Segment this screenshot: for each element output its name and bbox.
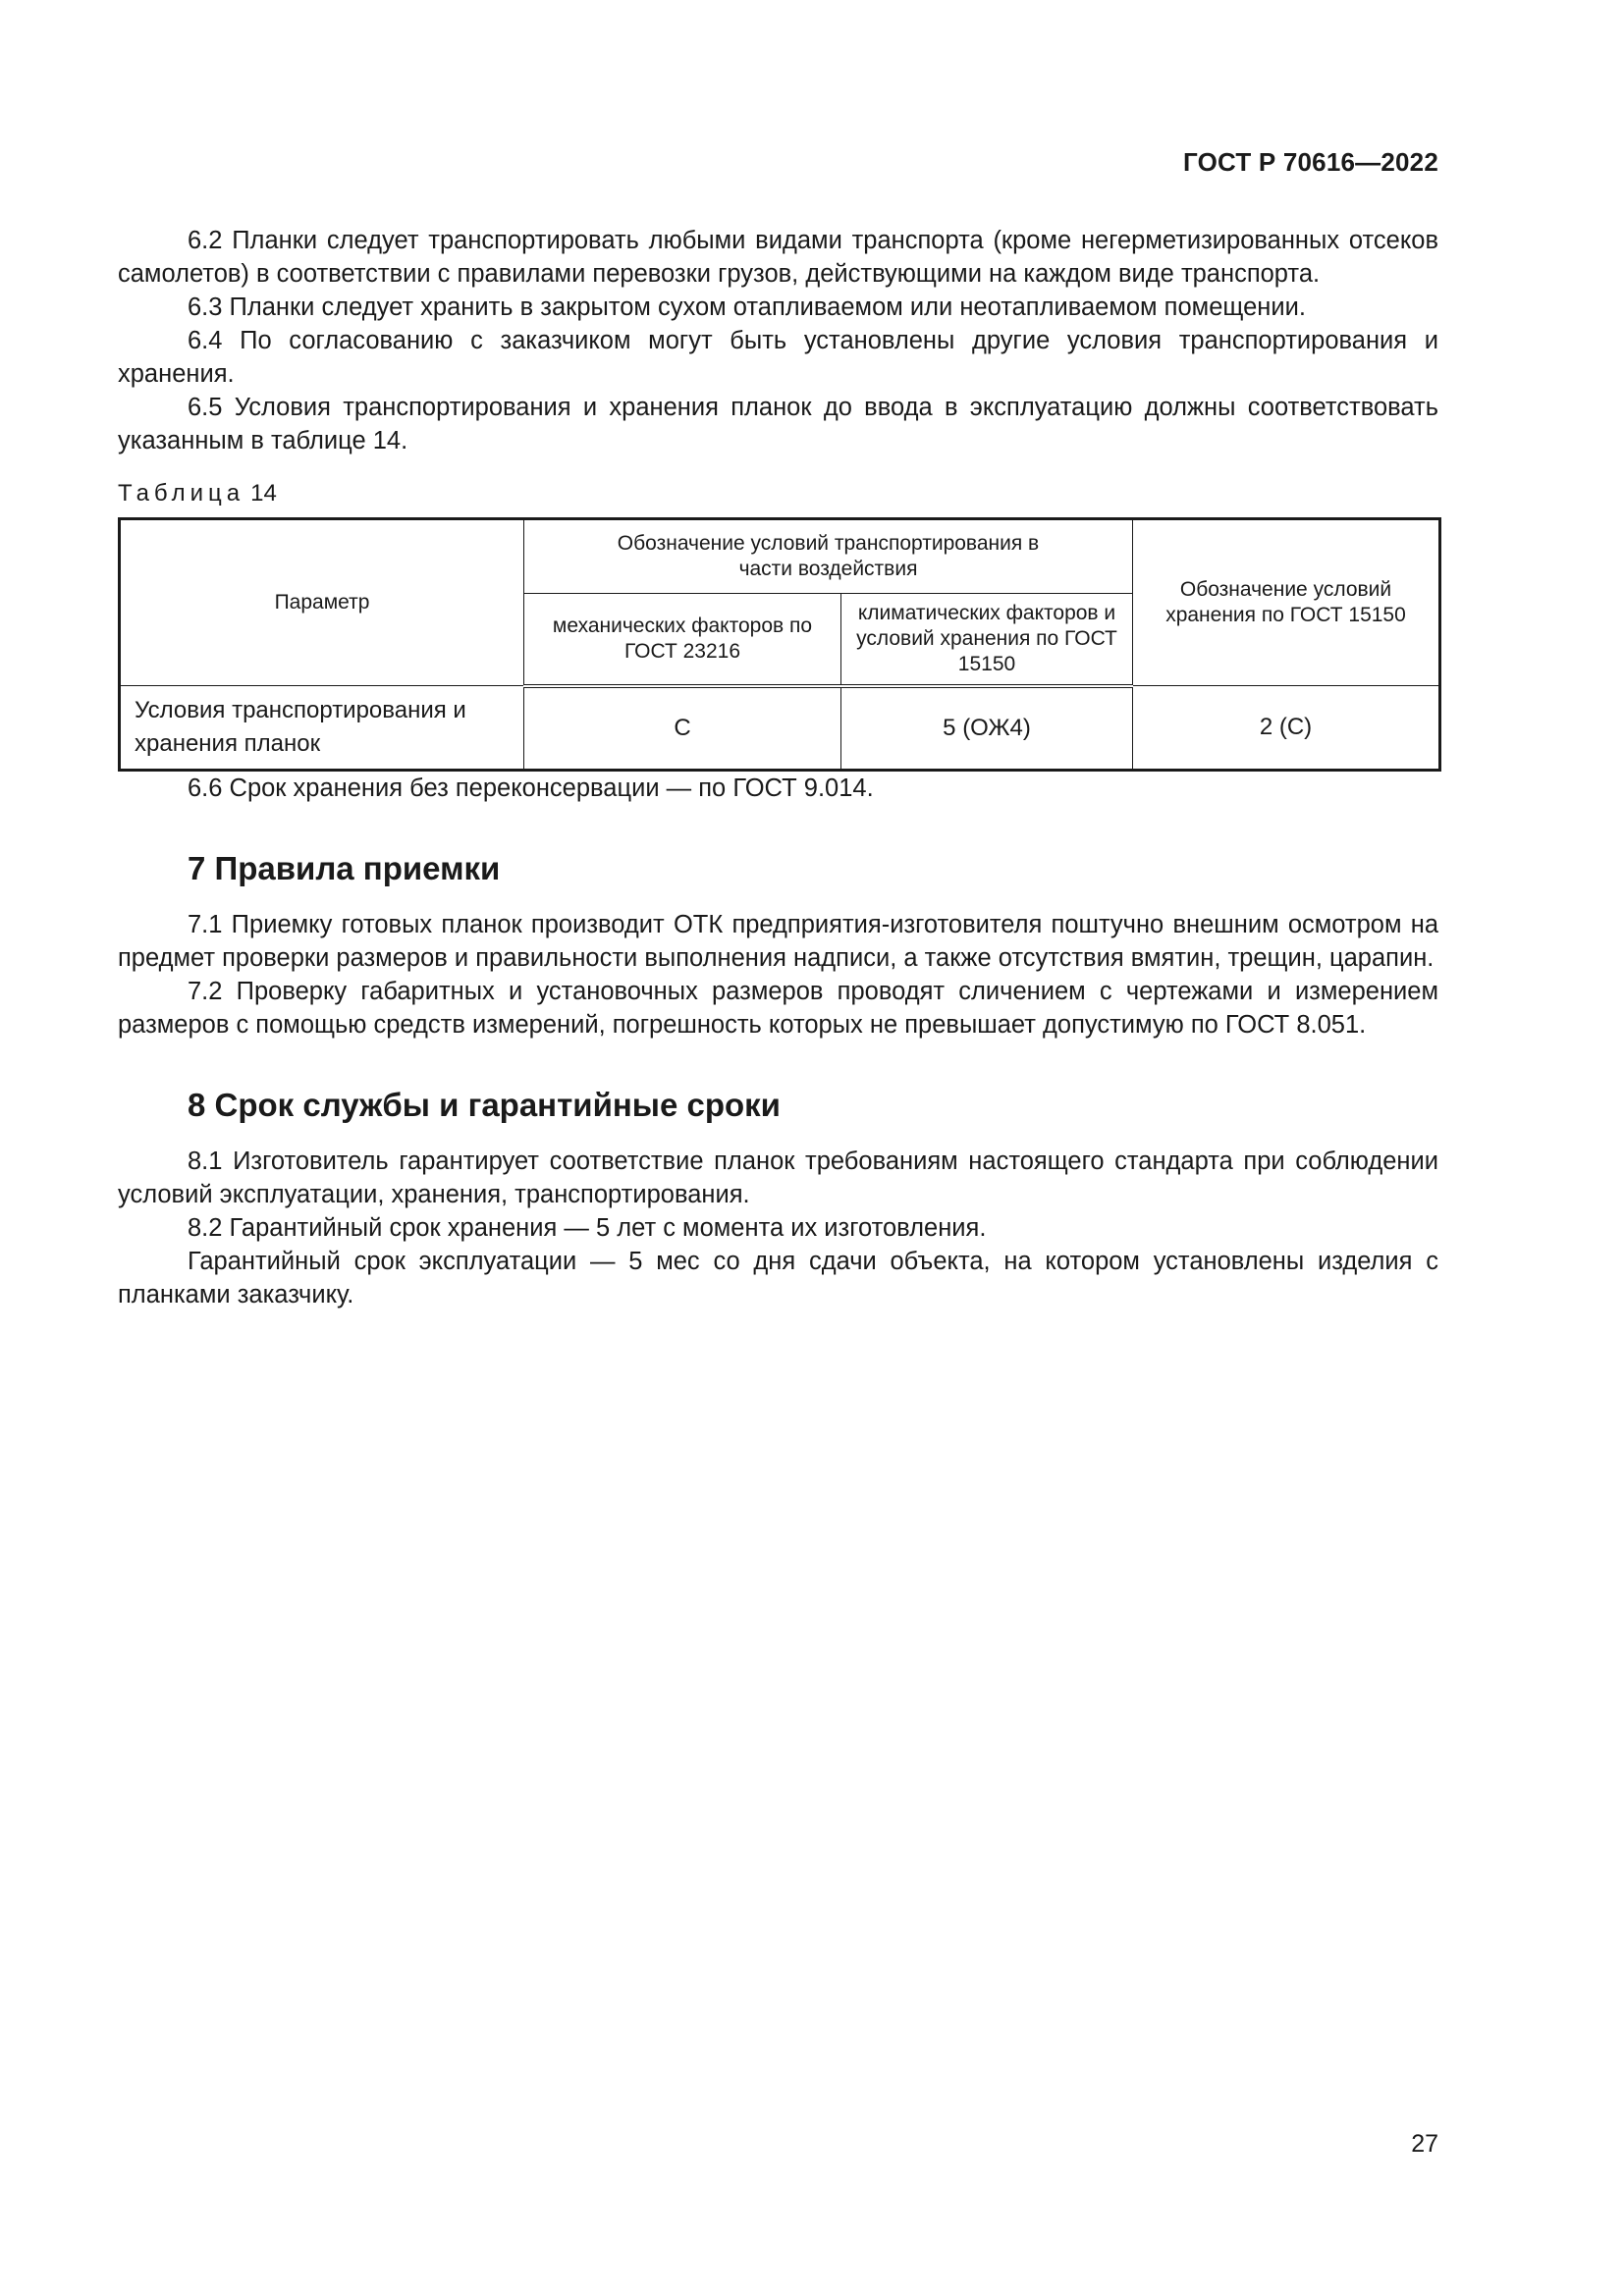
row-param: Условия транспортирования и хранения планок [120, 686, 524, 771]
paragraph-6-6: 6.6 Срок хранения без переконсервации — по ГОСТ 9.014. [188, 774, 874, 802]
header-transport-group: Обозначение условий транспортирования в части воздействия [524, 519, 1133, 594]
header-mechanical: механических факторов по ГОСТ 23216 [524, 594, 841, 686]
paragraph-6-2: 6.2 Планки следует транспортировать любыми видами транспорта (кроме негерметизированных отсеков самолетов) в соответствии с правилами перевозки грузов, действующими на каждом виде транспорта. [118, 227, 1438, 288]
header-param: Параметр [120, 519, 524, 686]
cell-mechanical: С [524, 686, 841, 771]
table-caption-number: 14 [250, 480, 277, 507]
page-content [118, 224, 1438, 1311]
paragraph-7-1: 7.1 Приемку готовых планок производит ОТК предприятия-изготовителя поштучно внешним осмотром на предмет проверки размеров и правильности выполнения надписи, а также отсутствия вмятин, трещин, царапин. [118, 911, 1438, 972]
paragraph-7-2: 7.2 Проверку габаритных и установочных размеров проводят сличением с чертежами и измерением размеров с помощью средств измерений, погрешность которых не превышает допустимую по ГОСТ 8.051. [118, 978, 1438, 1039]
paragraph-6-5: 6.5 Условия транспортирования и хранения планок до ввода в эксплуатацию должны соответствовать указанным в таблице 14. [118, 394, 1438, 454]
paragraph-8-3: Гарантийный срок эксплуатации — 5 мес со дня сдачи объекта, на котором установлены изделия с планками заказчику. [118, 1248, 1438, 1308]
paragraph-6-4: 6.4 По согласованию с заказчиком могут быть установлены другие условия транспортирования и хранения. [118, 327, 1438, 388]
table-caption [118, 479, 1438, 508]
paragraph-8-2: 8.2 Гарантийный срок хранения — 5 лет с момента их изготовления. [188, 1214, 987, 1242]
cell-storage: 2 (С) [1133, 686, 1440, 771]
header-storage: Обозначение условий хранения по ГОСТ 15150 [1133, 519, 1440, 686]
section-7-heading: 7 Правила приемки [188, 850, 501, 886]
paragraph-8-1: 8.1 Изготовитель гарантирует соответствие планок требованиям настоящего стандарта при соблюдении условий эксплуатации, хранения, транспортирования. [118, 1148, 1438, 1208]
table-caption-word: Таблица [118, 480, 245, 507]
page-number: 27 [1411, 2130, 1438, 2158]
document-code: ГОСТ Р 70616—2022 [1183, 147, 1438, 177]
table-14 [118, 517, 1441, 772]
header-climatic: климатических факторов и условий хранения по ГОСТ 15150 [841, 594, 1133, 686]
section-8-heading: 8 Срок службы и гарантийные сроки [188, 1087, 781, 1123]
cell-climatic: 5 (ОЖ4) [841, 686, 1133, 771]
paragraph-6-3: 6.3 Планки следует хранить в закрытом сухом отапливаемом или неотапливаемом помещении. [188, 294, 1306, 321]
